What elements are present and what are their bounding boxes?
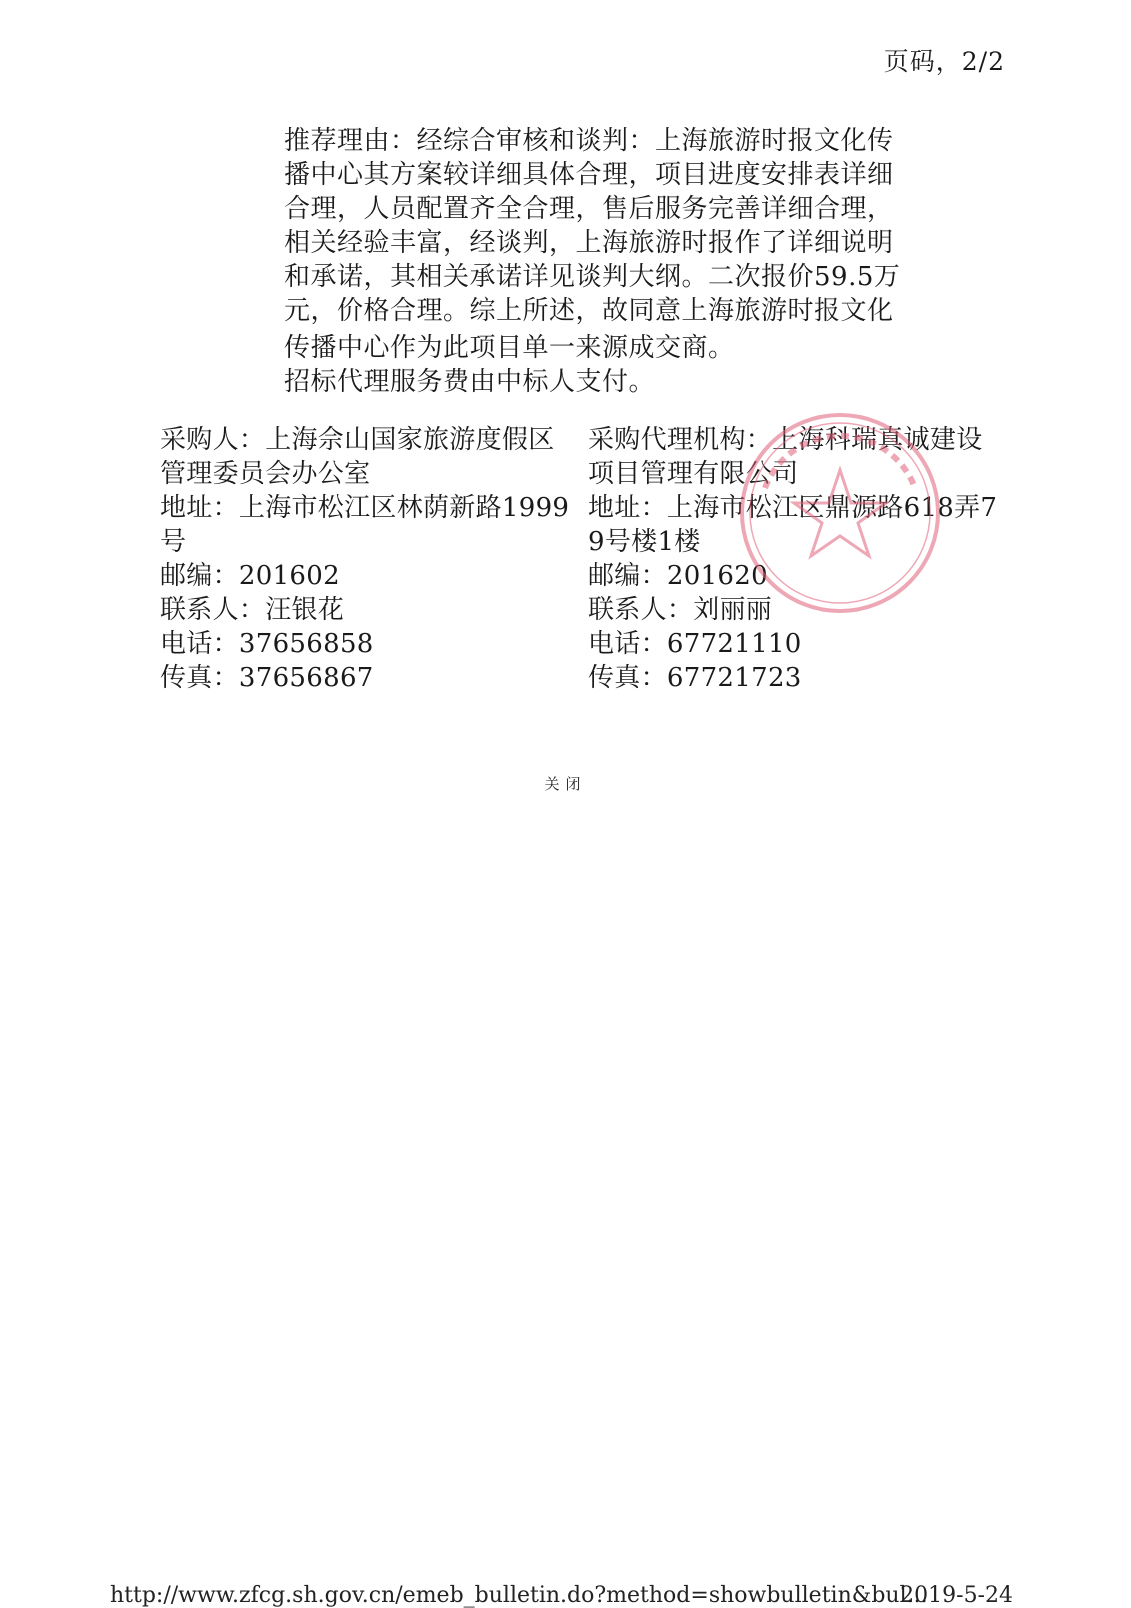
purchaser-phone: 电话：37656858 [160, 629, 374, 659]
reason-line: 传播中心作为此项目单一来源成交商。 [284, 333, 735, 363]
footer-url: http://www.zfcg.sh.gov.cn/emeb_bulletin.do?method=showbulletin&bul... [110, 1583, 928, 1608]
agency-address: 地址：上海市松江区鼎源路618弄7 [588, 493, 998, 523]
reason-line: 招标代理服务费由中标人支付。 [284, 367, 656, 397]
purchaser-postcode: 邮编：201602 [160, 561, 340, 591]
purchaser-address-cont: 号 [160, 527, 187, 557]
agency-phone: 电话：67721110 [588, 629, 802, 659]
agency-fax: 传真：67721723 [588, 663, 802, 693]
agency-name-cont: 项目管理有限公司 [588, 459, 799, 489]
purchaser-name: 采购人：上海佘山国家旅游度假区 [160, 425, 555, 455]
reason-line: 推荐理由：经综合审核和谈判：上海旅游时报文化传 [284, 126, 894, 156]
page-number: 页码，2/2 [883, 47, 1005, 76]
purchaser-name-cont: 管理委员会办公室 [160, 459, 371, 489]
agency-contact-person: 联系人：刘丽丽 [588, 595, 773, 625]
close-link[interactable]: 关闭 [544, 775, 587, 793]
agency-contact [588, 423, 1040, 695]
agency-name: 采购代理机构：上海科瑞真诚建设 [588, 425, 983, 455]
purchaser-fax: 传真：37656867 [160, 663, 374, 693]
purchaser-address: 地址：上海市松江区林荫新路1999 [160, 493, 570, 523]
reason-line: 合理，人员配置齐全合理，售后服务完善详细合理， [284, 194, 894, 224]
reason-line: 播中心其方案较详细具体合理，项目进度安排表详细 [284, 160, 894, 190]
recommendation-reason [284, 124, 964, 399]
purchaser-contact [160, 423, 588, 695]
reason-line: 元，价格合理。综上所述，故同意上海旅游时报文化 [284, 296, 894, 326]
purchaser-contact-person: 联系人：汪银花 [160, 595, 345, 625]
reason-line: 和承诺，其相关承诺详见谈判大纲。二次报价59.5万 [284, 262, 901, 292]
reason-line: 相关经验丰富，经谈判，上海旅游时报作了详细说明 [284, 228, 894, 258]
agency-postcode: 邮编：201620 [588, 561, 768, 591]
footer-date: 2019-5-24 [900, 1583, 1013, 1608]
agency-address-cont: 9号楼1楼 [588, 527, 701, 557]
